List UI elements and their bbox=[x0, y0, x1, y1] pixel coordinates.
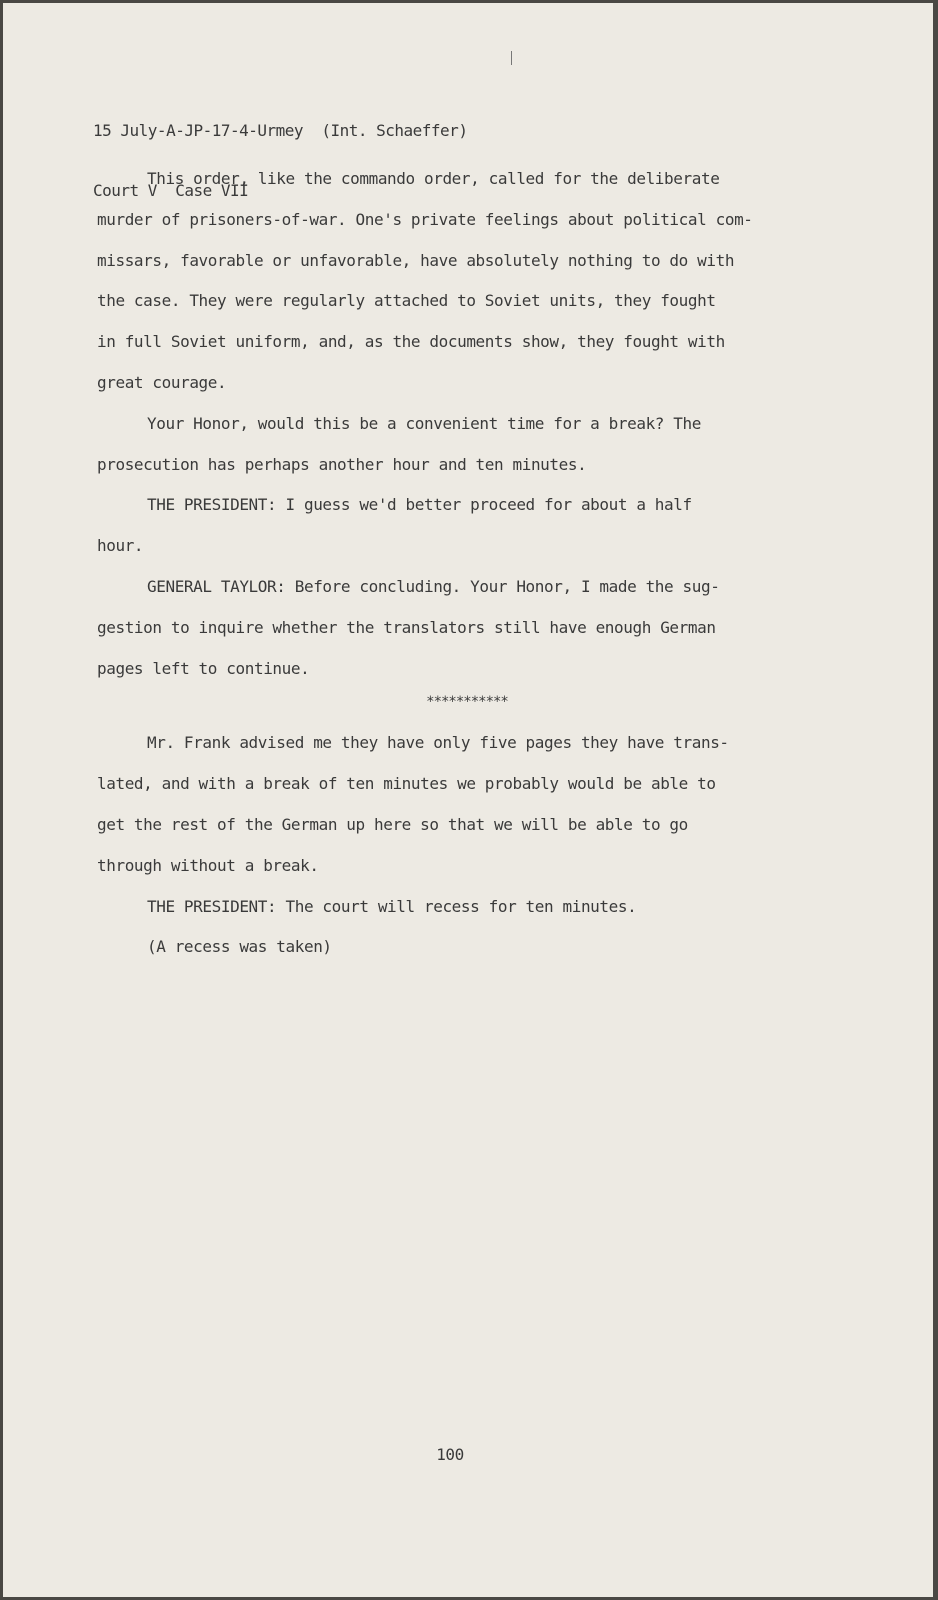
text-line: murder of prisoners-of-war. One's private feelings about political com- bbox=[97, 209, 753, 229]
paragraph-6 bbox=[97, 887, 837, 928]
text-line: Your Honor, would this be a convenient time for a break? The bbox=[147, 413, 701, 433]
text-line: hour. bbox=[97, 536, 144, 556]
text-line: missars, favorable or unfavorable, have absolutely nothing to do with bbox=[97, 250, 735, 270]
text-line: gestion to inquire whether the translators still have enough German bbox=[97, 617, 716, 637]
document-body bbox=[97, 159, 837, 968]
text-line: in full Soviet uniform, and, as the documents show, they fought with bbox=[97, 332, 725, 352]
text-line: Mr. Frank advised me they have only five pages they have trans- bbox=[147, 733, 729, 753]
text-line: THE PRESIDENT: The court will recess for ten minutes. bbox=[147, 896, 637, 916]
margin-mark bbox=[511, 51, 512, 65]
header-line-1: 15 July-A-JP-17-4-Urmey (Int. Schaeffer) bbox=[93, 121, 468, 140]
text-line: great courage. bbox=[97, 372, 227, 392]
paragraph-7 bbox=[97, 927, 837, 968]
text-line: get the rest of the German up here so that we will be able to go bbox=[97, 814, 688, 834]
text-line: GENERAL TAYLOR: Before concluding. Your Honor, I made the sug- bbox=[147, 576, 720, 596]
text-line: through without a break. bbox=[97, 855, 319, 875]
paragraph-4 bbox=[97, 567, 837, 689]
paragraph-5 bbox=[97, 723, 837, 886]
text-line: pages left to continue. bbox=[97, 658, 310, 678]
text-line: lated, and with a break of ten minutes we probably would be able to bbox=[97, 774, 716, 794]
document-page bbox=[3, 3, 933, 1597]
text-line: This order, like the commando order, called for the deliberate bbox=[147, 169, 720, 188]
paragraph-1 bbox=[97, 159, 837, 404]
paragraph-3 bbox=[97, 485, 837, 567]
page-number: 100 bbox=[436, 1445, 464, 1464]
text-line: THE PRESIDENT: I guess we'd better proceed for about a half bbox=[147, 495, 692, 515]
section-separator: *********** bbox=[426, 694, 508, 711]
text-line: the case. They were regularly attached to Soviet units, they fought bbox=[97, 291, 716, 311]
text-line: (A recess was taken) bbox=[147, 937, 332, 957]
header-line-2: Court V Case VII bbox=[93, 181, 249, 200]
paragraph-2 bbox=[97, 404, 837, 486]
text-line: prosecution has perhaps another hour and ten minutes. bbox=[97, 454, 587, 474]
